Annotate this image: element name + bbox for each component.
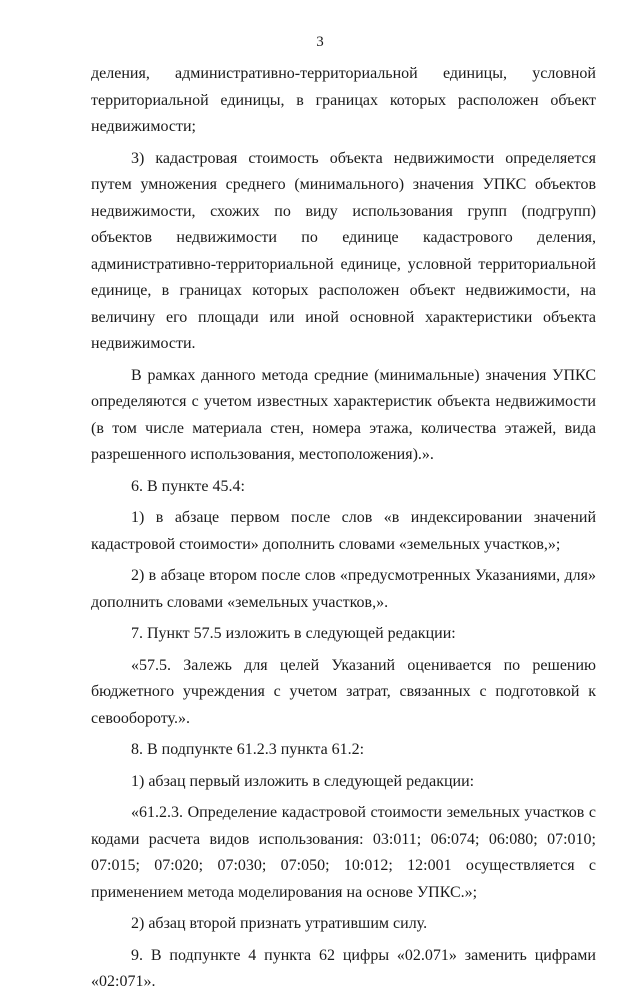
paragraph-item-3: 3) кадастровая стоимость объекта недвижимости определяется путем умножения среднего (минимального) значения УПКС объектов недвижимости, схожих по виду использования групп (подгрупп) объектов недвижимости по единице кадастрового деления, административно-территориальной единице, условной территориальной единице, в границах которых расположен объект недвижимости, на величину его площади или иной основной характеристики объекта недвижимости. (91, 149, 596, 352)
paragraph-point-7: 7. Пункт 57.5 изложить в следующей редакции: (131, 625, 456, 642)
paragraph-point-9: 9. В подпункте 4 пункта 62 цифры «02.071» заменить цифрами «02:071». (91, 946, 596, 990)
paragraph-method-note: В рамках данного метода средние (минимальные) значения УПКС определяются с учетом известных характеристик объекта недвижимости (в том числе материала стен, номера этажа, количества этажей, вида разрешенного использования, местоположения).». (91, 366, 596, 463)
page-number: 3 (316, 34, 324, 50)
paragraph-point-6-sub-1: 1) в абзаце первом после слов «в индексировании значений кадастровой стоимости» дополнить словами «земельных участков,»; (91, 509, 596, 553)
paragraph-continuation: деления, административно-территориальной единицы, условной территориальной единицы, в границах которых расположен объект недвижимости; (91, 65, 596, 135)
paragraph-point-8-sub-2: 2) абзац второй признать утратившим силу. (131, 915, 428, 932)
paragraph-point-8-text: «61.2.3. Определение кадастровой стоимости земельных участков с кодами расчета видов использования: 03:011; 06:074; 06:080; 07:010; 07:015; 07:020; 07:030; 07:050; 10:012; 12:001 осуществляется с применением метода моделирования на основе УПКС.»; (91, 804, 596, 901)
paragraph-point-8: 8. В подпункте 61.2.3 пункта 61.2: (131, 741, 365, 758)
paragraph-point-8-sub-1: 1) абзац первый изложить в следующей редакции: (131, 772, 475, 790)
document-body (91, 61, 596, 1001)
paragraph-point-6-sub-2: 2) в абзаце втором после слов «предусмотренных Указаниями, для» дополнить словами «земельных участков,». (91, 567, 596, 611)
paragraph-point-7-text: «57.5. Залежь для целей Указаний оценивается по решению бюджетного учреждения с учетом затрат, связанных с подготовкой к севообороту.». (91, 656, 596, 727)
paragraph-point-6: 6. В пункте 45.4: (131, 477, 245, 495)
